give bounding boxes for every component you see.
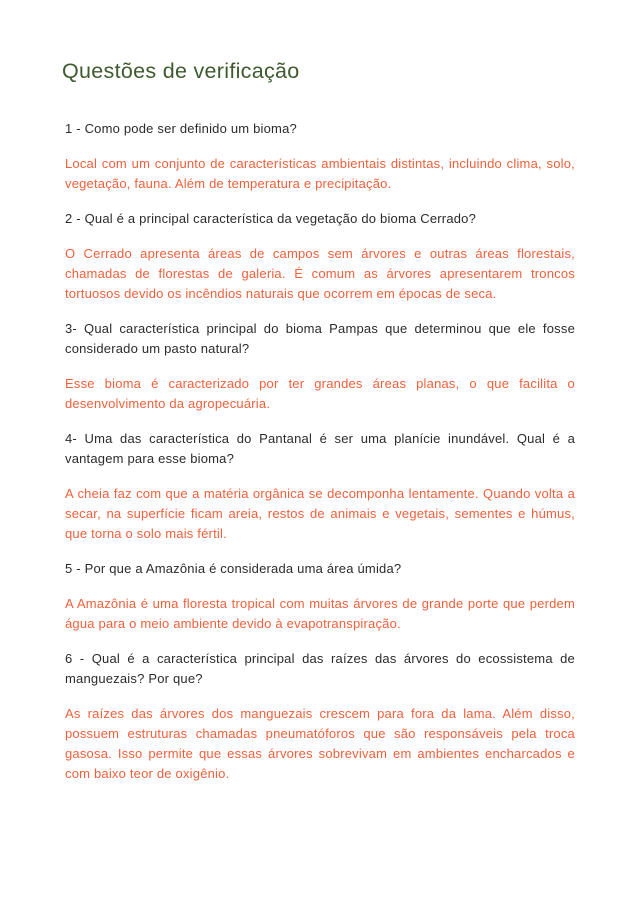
question-2: 2 - Qual é a principal característica da vegetação do bioma Cerrado? — [65, 211, 477, 226]
question-6: 6 - Qual é a característica principal das raízes das árvores do ecossistema de manguezais? Por que? — [65, 651, 575, 686]
answer-6: As raízes das árvores dos manguezais crescem para fora da lama. Além disso, possuem estruturas chamadas pneumatóforos que são responsáveis pela troca gasosa. Isso permite que essas árvores sobrevivam em ambientes encharcados e com baixo teor de oxigênio. — [65, 706, 575, 781]
qa-block-4 — [65, 429, 575, 544]
qa-block-1 — [65, 119, 575, 194]
answer-4: A cheia faz com que a matéria orgânica se decomponha lentamente. Quando volta a secar, na superfície ficam areia, restos de animais e vegetais, sementes e húmus, que torna o solo mais fértil. — [65, 486, 575, 541]
qa-block-6 — [65, 649, 575, 784]
qa-block-5 — [65, 559, 575, 634]
qa-block-2 — [65, 209, 575, 304]
question-3: 3- Qual característica principal do bioma Pampas que determinou que ele fosse considerado um pasto natural? — [65, 321, 575, 356]
answer-1: Local com um conjunto de características ambientais distintas, incluindo clima, solo, vegetação, fauna. Além de temperatura e precipitação. — [65, 156, 575, 191]
page-title: Questões de verificação — [62, 59, 300, 83]
question-5: 5 - Por que a Amazônia é considerada uma área úmida? — [65, 561, 402, 576]
question-4: 4- Uma das característica do Pantanal é ser uma planície inundável. Qual é a vantagem para esse bioma? — [65, 431, 575, 466]
answer-3: Esse bioma é caracterizado por ter grandes áreas planas, o que facilita o desenvolvimento da agropecuária. — [65, 376, 575, 411]
answer-5: A Amazônia é uma floresta tropical com muitas árvores de grande porte que perdem água para o meio ambiente devido à evapotranspiração. — [65, 596, 575, 631]
qa-block-3 — [65, 319, 575, 414]
answer-2: O Cerrado apresenta áreas de campos sem árvores e outras áreas florestais, chamadas de florestas de galeria. É comum as árvores apresentarem troncos tortuosos devido os incêndios naturais que ocorrem em épocas de seca. — [65, 246, 575, 301]
question-1: 1 - Como pode ser definido um bioma? — [65, 121, 297, 136]
